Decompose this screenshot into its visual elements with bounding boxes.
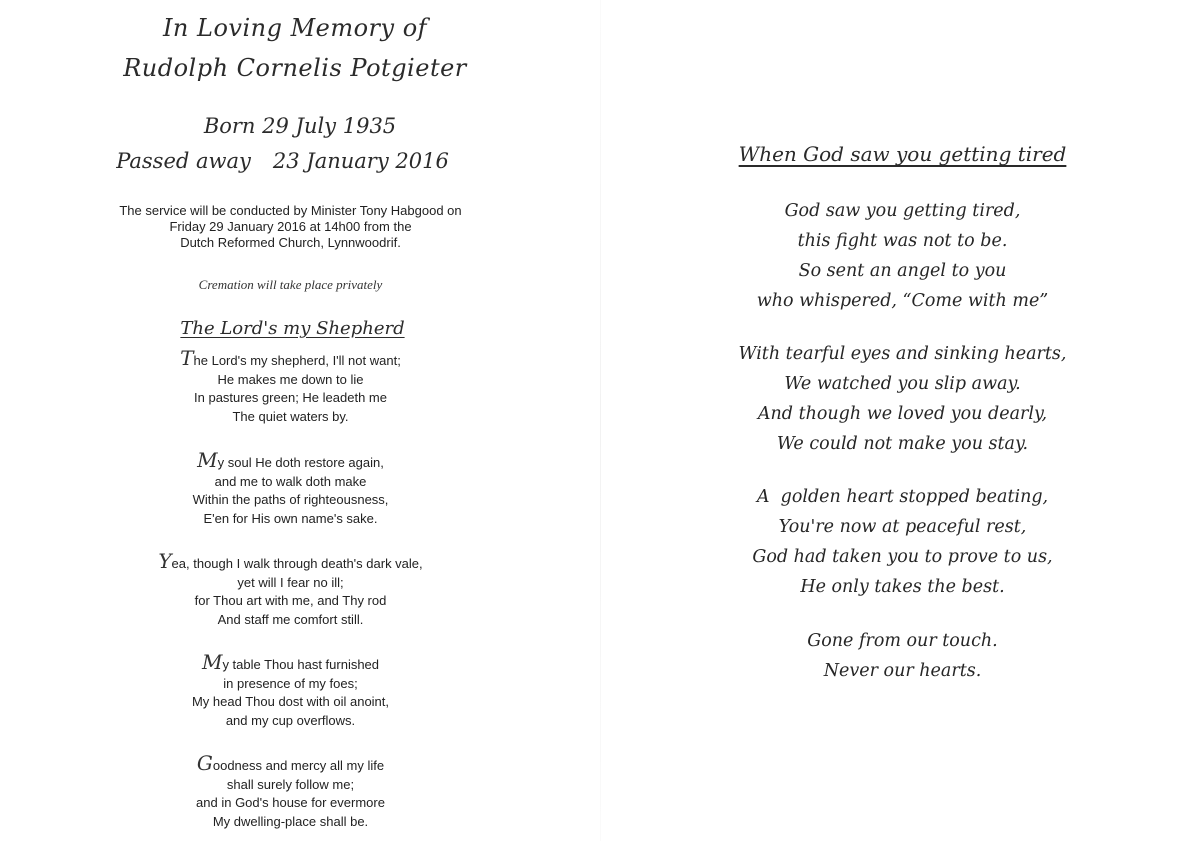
death-date [0, 149, 565, 173]
psalm-line: He makes me down to lie [217, 371, 364, 387]
psalm-first-line [0, 751, 581, 776]
poem-line: God had taken you to prove to us, [752, 547, 1053, 567]
poem-stanza [600, 196, 1200, 316]
poem-title: When God saw you getting tired [738, 142, 1067, 166]
psalm-line-text: y soul He doth restore again, [217, 455, 384, 470]
drop-cap: Y [158, 549, 172, 573]
psalm-line: and my cup overflows. [225, 712, 356, 728]
poem-line: Gone from our touch. [807, 631, 998, 651]
psalm-line: yet will I fear no ill; [237, 574, 344, 590]
psalm-line: E'en for His own name's sake. [203, 510, 378, 526]
service-line: Friday 29 January 2016 at 14h00 from the [169, 219, 412, 234]
psalm-line: and me to walk doth make [214, 473, 367, 489]
passed-away-label: Passed away [116, 149, 251, 173]
psalm-line-text: he Lord's my shepherd, I'll not want; [193, 353, 401, 368]
drop-cap: T [180, 346, 194, 370]
psalm-line: My head Thou dost with oil anoint, [191, 694, 390, 709]
poem-line: Never our hearts. [823, 661, 982, 681]
psalm-line: And staff me comfort still. [217, 611, 364, 627]
poem-line: A golden heart stopped beating, [756, 487, 1049, 507]
poem-line: You're now at peaceful rest, [778, 517, 1027, 537]
poem-line: who whispered, “Come with me” [756, 291, 1049, 311]
psalm-first-line [0, 650, 581, 675]
psalm-line: for Thou art with me, and Thy rod [194, 593, 387, 608]
psalm-first-line [0, 549, 581, 574]
poem-line: God saw you getting tired, [784, 201, 1021, 221]
service-line: Dutch Reformed Church, Lynnwoodrif. [180, 235, 401, 250]
psalm-line: in presence of my foes; [223, 675, 358, 691]
psalm-stanza [0, 751, 581, 831]
service-line: The service will be conducted by Minister Tony Habgood on [119, 203, 462, 218]
drop-cap: M [197, 448, 218, 472]
poem-line: We watched you slip away. [784, 374, 1021, 394]
psalm-first-line [0, 448, 581, 473]
poem-line: With tearful eyes and sinking hearts, [738, 344, 1067, 364]
psalm-line-text: ea, though I walk through death's dark vale, [171, 556, 423, 571]
birth-date: Born 29 July 1935 [203, 114, 397, 138]
poem-stanza [600, 482, 1200, 602]
psalm-line: and in God's house for evermore [196, 795, 385, 810]
poem-line: this fight was not to be. [797, 231, 1008, 251]
poem-line: He only takes the best. [800, 577, 1005, 597]
psalm-stanza [0, 448, 581, 528]
drop-cap: M [201, 650, 223, 674]
poem-line: And though we loved you dearly, [757, 404, 1048, 424]
right-page [600, 0, 1200, 841]
poem-line: We could not make you stay. [776, 434, 1029, 454]
drop-cap: G [196, 751, 213, 775]
psalm-stanza [0, 650, 581, 730]
psalm-line-text: y table Thou hast furnished [222, 657, 380, 672]
cremation-note: Cremation will take place privately [198, 277, 383, 292]
poem-stanza [600, 626, 1200, 686]
psalm-stanza [0, 346, 581, 426]
service-details [0, 203, 581, 251]
poem-stanza [600, 339, 1200, 459]
psalm-line: shall surely follow me; [226, 776, 355, 792]
poem-line: So sent an angel to you [798, 261, 1007, 281]
psalm-line: The quiet waters by. [232, 408, 349, 424]
psalm-stanza [0, 549, 581, 629]
deceased-name: Rudolph Cornelis Potgieter [123, 54, 467, 82]
psalm-line: In pastures green; He leadeth me [194, 390, 387, 405]
psalm-line-text: oodness and mercy all my life [212, 758, 385, 773]
psalm-line: Within the paths of righteousness, [192, 492, 389, 507]
psalm-line: My dwelling-place shall be. [212, 813, 369, 829]
psalm-first-line [0, 346, 581, 371]
passed-away-date: 23 January 2016 [272, 149, 449, 173]
memorial-title: In Loving Memory of [162, 14, 428, 42]
psalm-title: The Lord's my Shepherd [180, 318, 405, 339]
